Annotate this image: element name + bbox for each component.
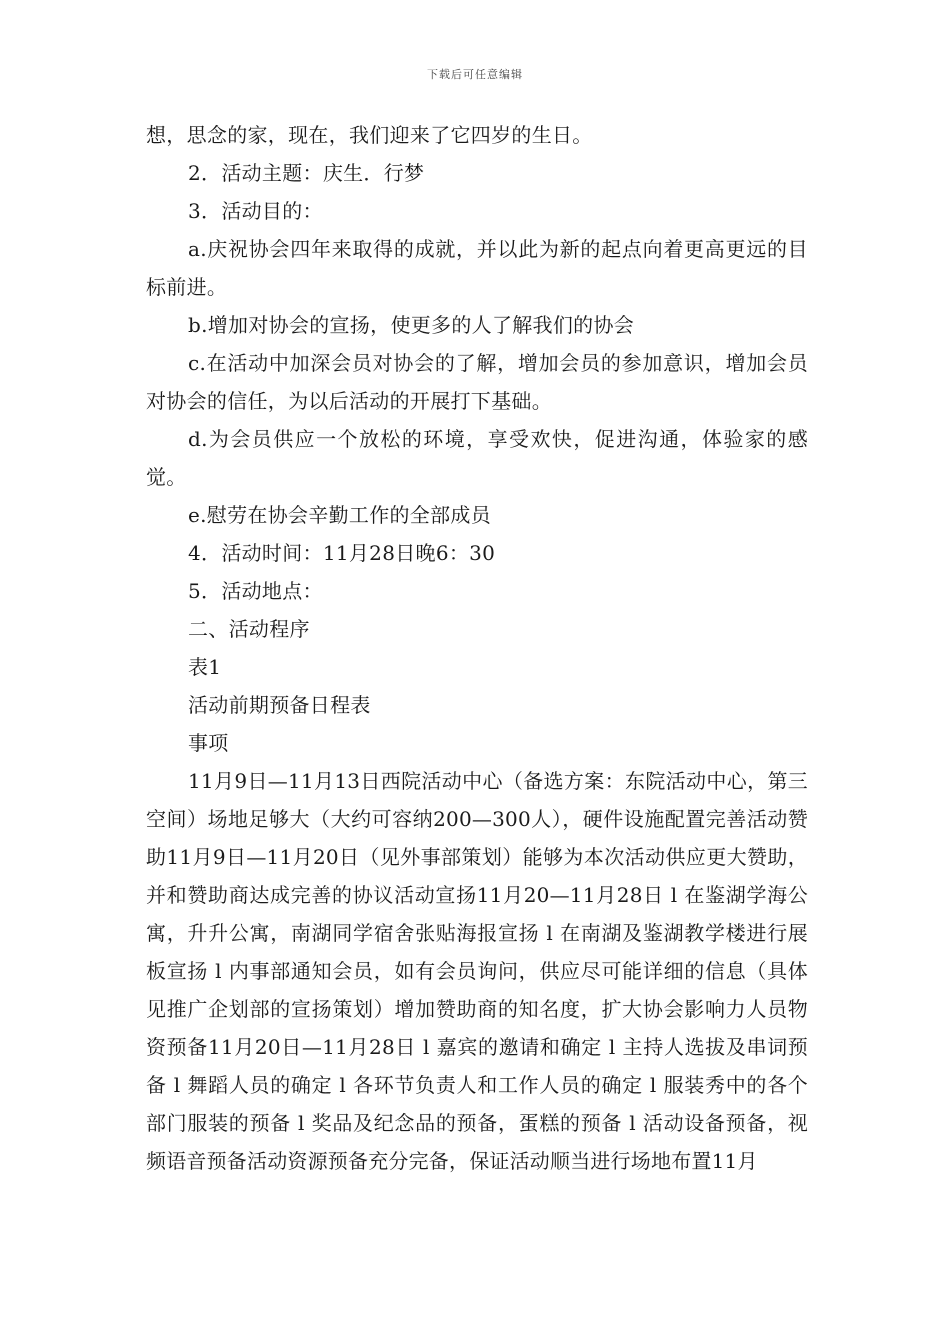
paragraph-purpose-a: a.庆祝协会四年来取得的成就，并以此为新的起点向着更高更远的目标前进。 xyxy=(146,237,808,299)
paragraph-intro-continuation: 想，思念的家，现在，我们迎来了它四岁的生日。 xyxy=(146,123,593,147)
document-body xyxy=(146,116,808,1180)
paragraph-purpose-e: e.慰劳在协会辛勤工作的全部成员 xyxy=(188,503,491,527)
paragraph-activity-location: 5．活动地点： xyxy=(188,579,323,603)
page-header: 下载后可任意编辑 xyxy=(427,68,523,81)
paragraph-schedule-details: 11月9日—11月13日西院活动中心（备选方案：东院活动中心，第三空间）场地足够大（大约可容纳200—300人），硬件设施配置完善活动赞助11月9日—11月20日（见外事部策划）能够为本次活动供应更大赞助，并和赞助商达成完善的协议活动宣扬11月20—11月28日 l 在鉴湖学海公寓，升升公寓，南湖同学宿舍张贴海报宣扬 l 在南湖及鉴湖教学楼进行展板宣扬 l 内事部通知会员，如有会员询问，供应尽可能详细的信息（具体见推广企划部的宣扬策划）增加赞助商的知名度，扩大协会影响力人员物资预备11月20日—11月28日 l 嘉宾的邀请和确定 l 主持人选拔及串词预备 l 舞蹈人员的确定 l 各环节负责人和工作人员的确定 l 服装秀中的各个部门服装的预备 l 奖品及纪念品的预备，蛋糕的预备 l 活动设备预备，视频语音预备活动资源预备充分完备，保证活动顺当进行场地布置11月 xyxy=(146,769,808,1173)
paragraph-activity-theme: 2．活动主题：庆生．行梦 xyxy=(188,161,425,185)
paragraph-activity-purpose-heading: 3．活动目的： xyxy=(188,199,323,223)
section-heading-activity-program: 二、活动程序 xyxy=(188,617,310,641)
paragraph-purpose-d: d.为会员供应一个放松的环境，享受欢快，促进沟通，体验家的感觉。 xyxy=(146,427,808,489)
paragraph-purpose-b: b.增加对协会的宣扬，使更多的人了解我们的协会 xyxy=(188,313,635,337)
table-title: 活动前期预备日程表 xyxy=(188,693,371,717)
table-column-heading: 事项 xyxy=(188,731,229,755)
table-label: 表1 xyxy=(188,655,222,679)
paragraph-activity-time: 4．活动时间：11月28日晚6：30 xyxy=(188,541,496,565)
paragraph-purpose-c: c.在活动中加深会员对协会的了解，增加会员的参加意识，增加会员对协会的信任，为以后活动的开展打下基础。 xyxy=(146,351,808,413)
